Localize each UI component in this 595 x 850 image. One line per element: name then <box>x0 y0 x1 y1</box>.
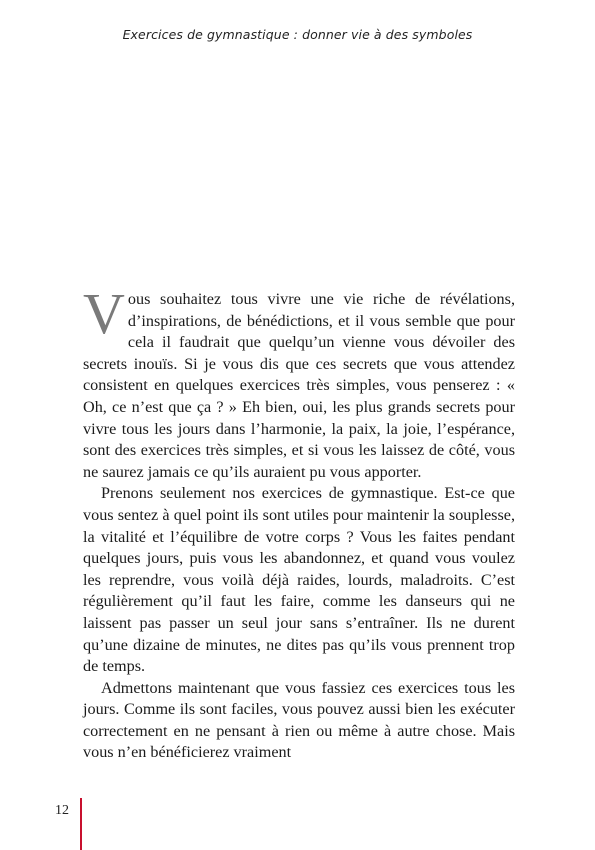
body-text <box>83 281 515 764</box>
paragraph-1-text: ous souhaitez tous vivre une vie riche de révélations, d’inspirations, de bénédictions, et il vous semble que pour cela il faudrait que quelqu’un vienne vous dévoiler des secrets inouïs. Si je vous dis que ces secrets que vous attendez consistent en quelques exercices très simples, vous penserez : « Oh, ce n’est que ça ? » Eh bien, oui, les plus grands secrets pour vivre tous les jours dans l’harmonie, la paix, la joie, l’espérance, sont des exercices très simples, et si vous les laissez de côté, vous ne saurez jamais ce qu’ils auraient pu vous apporter. <box>83 290 515 481</box>
page-number: 12 <box>55 803 69 818</box>
running-header: Exercices de gymnastique : donner vie à des symboles <box>122 27 473 42</box>
paragraph-3: Admettons maintenant que vous fassiez ces exercices tous les jours. Comme ils sont faciles, vous pouvez aussi bien les exécuter correctement en ne pensant à rien ou même à autre chose. Mais vous n’en bénéficierez vraiment <box>83 678 515 762</box>
paragraph-2: Prenons seulement nos exercices de gymnastique. Est-ce que vous sentez à quel point ils sont utiles pour maintenir la souplesse, la vitalité et l’équilibre de votre corps ? Vous les faites pendant quelques jours, puis vous les abandonnez, et quand vous voulez les reprendre, vous voilà déjà raides, lourds, maladroits. C’est régulièrement qu’il faut les faire, comme les danseurs qui ne laissent pas passer un seul jour sans s’entraîner. Ils ne durent qu’une dizaine de minutes, ne dites pas qu’ils vous prennent trop de temps. <box>83 484 515 676</box>
drop-cap: V <box>83 281 125 346</box>
margin-rule <box>80 798 82 850</box>
paragraph-1 <box>83 281 515 483</box>
